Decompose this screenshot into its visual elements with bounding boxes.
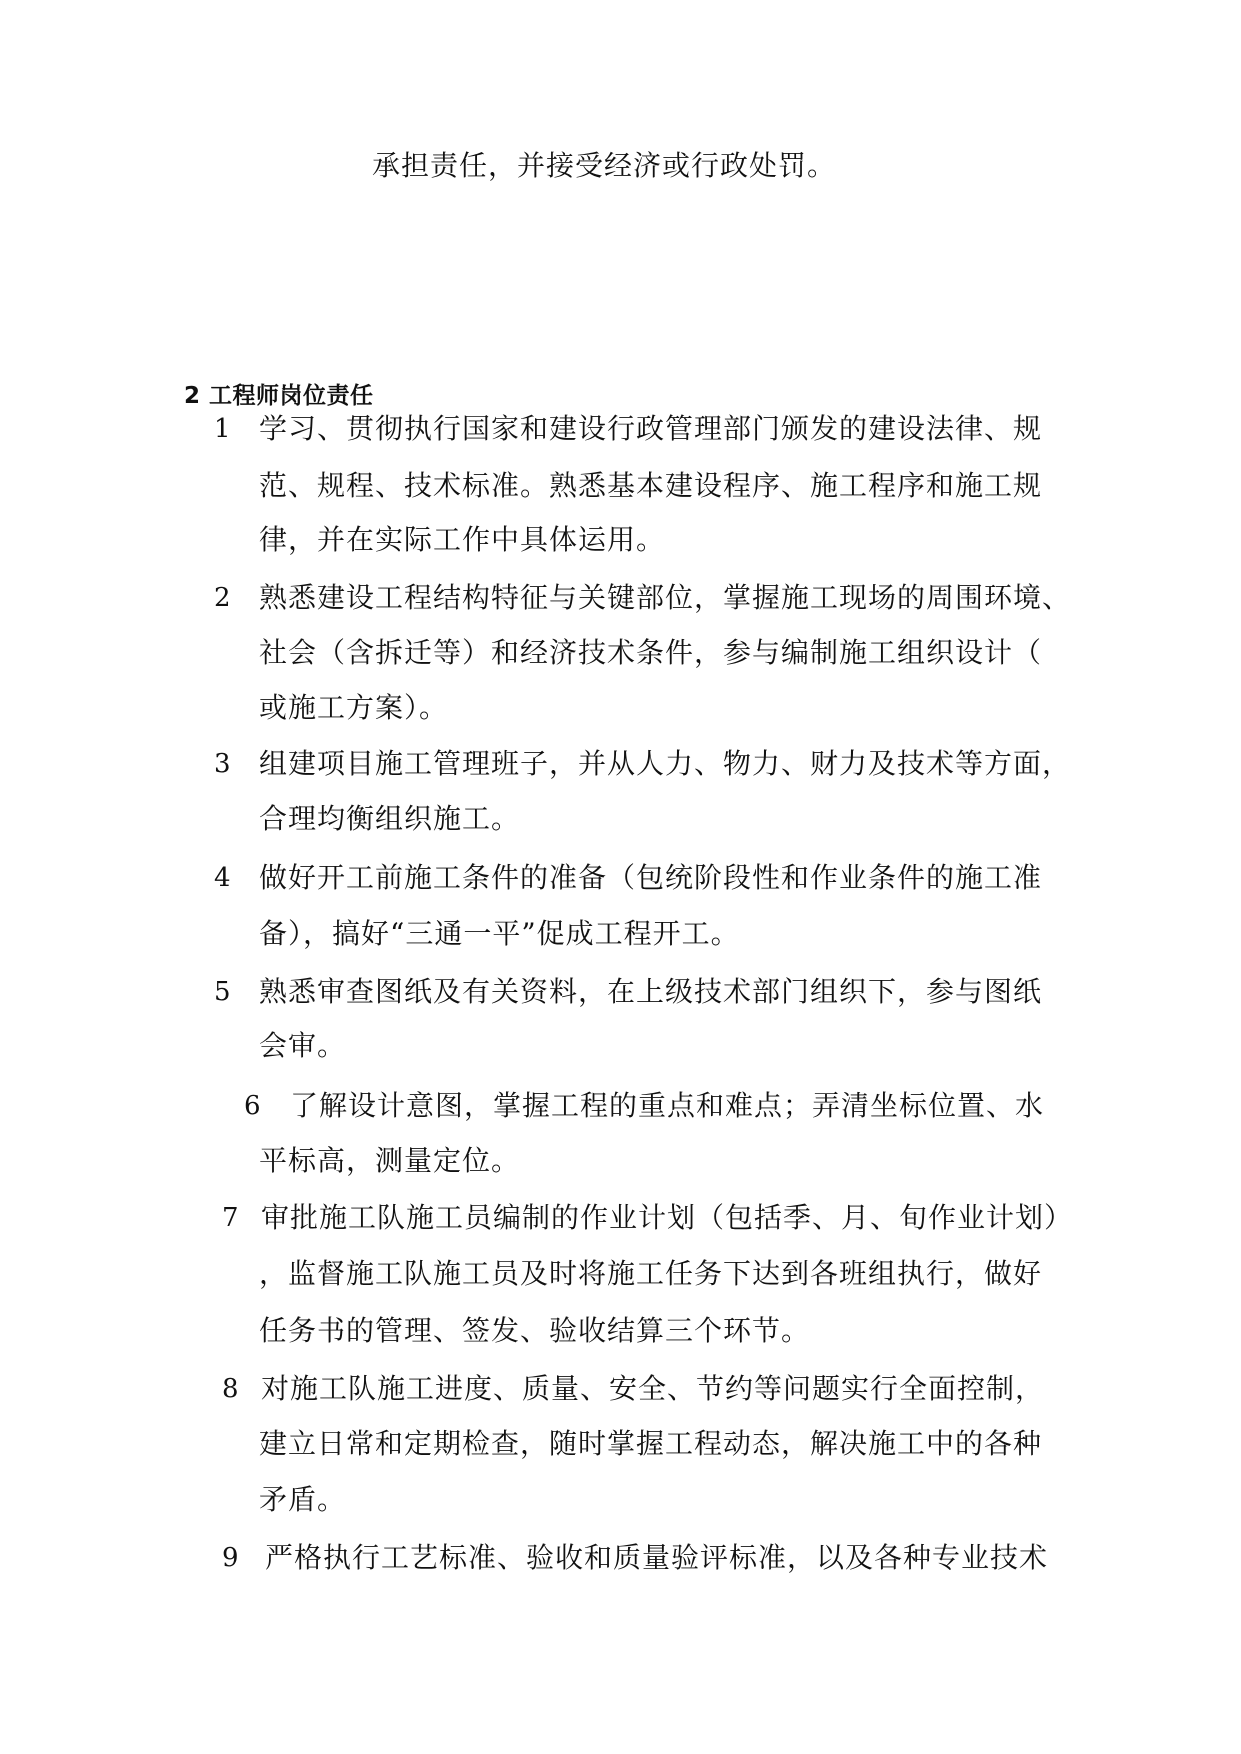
item-line: 社会（含拆迁等）和经济技术条件，参与编制施工组织设计（ <box>259 636 1043 669</box>
item-number: 4 <box>214 863 231 893</box>
item-line: 熟悉审查图纸及有关资料，在上级技术部门组织下，参与图纸 <box>259 975 1043 1008</box>
item-line: 或施工方案）。 <box>259 691 449 724</box>
item-line: 任务书的管理、签发、验收结算三个环节。 <box>259 1314 811 1347</box>
item-number: 2 <box>214 583 231 613</box>
item-line: 矛盾。 <box>259 1483 347 1516</box>
item-line: 严格执行工艺标准、验收和质量验评标准，以及各种专业技术 <box>265 1541 1049 1574</box>
item-line: 备），搞好“三通一平”促成工程开工。 <box>259 917 740 950</box>
item-line: 建立日常和定期检查，随时掌握工程动态，解决施工中的各种 <box>259 1427 1043 1460</box>
item-line: 合理均衡组织施工。 <box>259 802 521 835</box>
item-line: 平标高，测量定位。 <box>259 1144 521 1177</box>
item-line: 范、规程、技术标准。熟悉基本建设程序、施工程序和施工规 <box>259 469 1043 502</box>
section-heading: 2 工程师岗位责任 <box>184 383 374 409</box>
item-line: 审批施工队施工员编制的作业计划（包括季、月、旬作业计划） <box>261 1201 1074 1234</box>
item-line: 会审。 <box>259 1029 347 1062</box>
item-line: 组建项目施工管理班子，并从人力、物力、财力及技术等方面， <box>259 747 1072 780</box>
item-line: 律，并在实际工作中具体运用。 <box>259 523 666 556</box>
item-line: ，监督施工队施工员及时将施工任务下达到各班组执行，做好 <box>259 1257 1043 1290</box>
item-number: 1 <box>214 414 231 444</box>
item-line: 做好开工前施工条件的准备（包统阶段性和作业条件的施工准 <box>259 861 1043 894</box>
item-number: 8 <box>222 1374 239 1404</box>
item-number: 6 <box>244 1091 261 1121</box>
item-number: 5 <box>214 977 231 1007</box>
item-number: 9 <box>222 1543 239 1573</box>
item-number: 3 <box>214 749 231 779</box>
top-line: 承担责任，并接受经济或行政处罚。 <box>372 149 837 182</box>
item-line: 对施工队施工进度、质量、安全、节约等问题实行全面控制， <box>261 1372 1045 1405</box>
item-line: 了解设计意图，掌握工程的重点和难点；弄清坐标位置、水 <box>290 1089 1045 1122</box>
item-line: 学习、贯彻执行国家和建设行政管理部门颁发的建设法律、规 <box>259 412 1043 445</box>
item-number: 7 <box>222 1203 239 1233</box>
item-line: 熟悉建设工程结构特征与关键部位，掌握施工现场的周围环境、 <box>259 581 1072 614</box>
